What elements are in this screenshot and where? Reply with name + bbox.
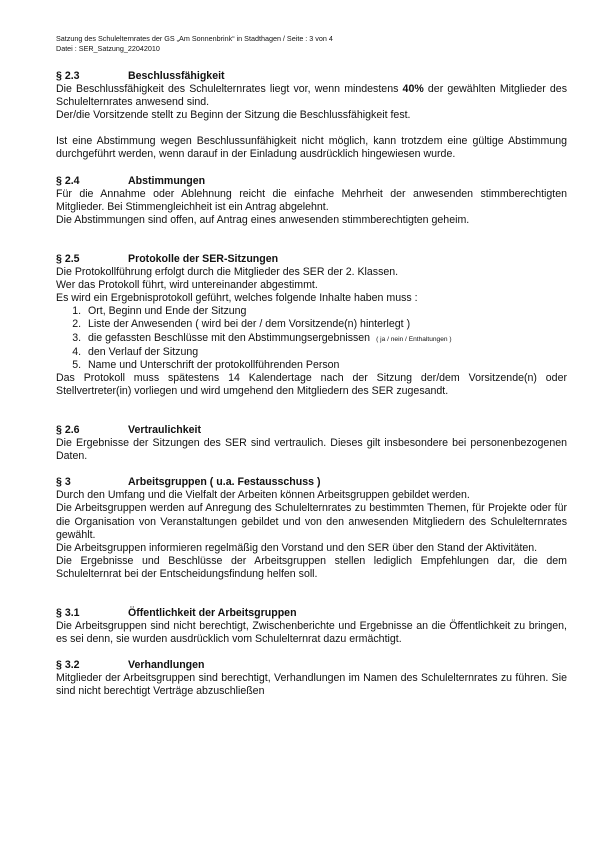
section-2-6 [56, 424, 567, 463]
section-number: § 2.6 [56, 423, 80, 436]
paragraph: Wer das Protokoll führt, wird untereinander abgestimmt. [56, 279, 318, 292]
section-2-4 [56, 175, 567, 227]
header-file: Datei : SER_Satzung_22042010 [56, 43, 160, 53]
list-item: 3. die gefassten Beschlüsse mit den Abstimmungsergebnissen ( ja / nein / Enthaltungen ) [84, 332, 567, 346]
section-title: Protokolle der SER-Sitzungen [128, 252, 279, 265]
paragraph: Mitglieder der Arbeitsgruppen sind berechtigt, Verhandlungen im Namen des Schulelternrates zu führen. Sie sind nicht berechtigt Verträge abzuschließen [56, 672, 567, 698]
section-title: Beschlussfähigkeit [128, 70, 225, 82]
document-body [56, 70, 567, 699]
paragraph: Die Ergebnisse und Beschlüsse der Arbeitsgruppen stellen lediglich Empfehlungen dar, die dem Schulelternrat bei der Entscheidungsfindung helfen soll. [56, 554, 567, 580]
section-number: § 3 [56, 476, 71, 489]
section-number: § 2.5 [56, 252, 80, 265]
paragraph: Die Arbeitsgruppen informieren regelmäßig den Vorstand und den SER über den Stand der Aktivitäten. [56, 541, 538, 554]
section-heading [56, 253, 567, 266]
paragraph: Ist eine Abstimmung wegen Beschlussunfähigkeit nicht möglich, kann trotzdem eine gültige Abstimmung durchgeführt werden, wenn darauf in der Einladung ausdrücklich hingewiesen wurde. [56, 135, 567, 161]
header-title: Satzung des Schulelternrates der GS „Am Sonnenbrink“ in Stadthagen / Seite : 3 von 4 [56, 34, 333, 43]
vote-options-note: ( ja / nein / Enthaltungen ) [376, 335, 452, 343]
section-2-5 [56, 253, 567, 398]
list-item: 2. Liste der Anwesenden ( wird bei der / dem Vorsitzende(n) hinterlegt ) [84, 318, 567, 331]
section-number: § 2.4 [56, 174, 80, 187]
section-heading [56, 175, 567, 188]
section-title: Verhandlungen [128, 659, 205, 672]
quorum-percentage: 40% [402, 83, 424, 96]
page-header [56, 34, 333, 53]
section-heading [56, 607, 567, 620]
section-2-3 [56, 70, 567, 162]
list-item: 1. Ort, Beginn und Ende der Sitzung [84, 305, 567, 318]
section-3-2 [56, 659, 567, 698]
paragraph: Der/die Vorsitzende stellt zu Beginn der Sitzung die Beschlussfähigkeit fest. [56, 109, 411, 122]
list-item: 5. Name und Unterschrift der protokollführenden Person [84, 359, 567, 372]
section-3-1 [56, 607, 567, 646]
section-title: Öffentlichkeit der Arbeitsgruppen [128, 607, 297, 619]
section-number: § 3.1 [56, 607, 80, 619]
section-title: Abstimmungen [128, 174, 206, 187]
paragraph: Die Abstimmungen sind offen, auf Antrag eines anwesenden stimmberechtigten geheim. [56, 213, 470, 226]
paragraph: Für die Annahme oder Ablehnung reicht die einfache Mehrheit der anwesenden stimmberechtigten Mitglieder. Bei Stimmengleichheit ist ein Antrag abgelehnt. [56, 187, 567, 213]
list-item: 4. den Verlauf der Sitzung [84, 346, 567, 359]
section-number: § 3.2 [56, 659, 80, 672]
paragraph: Die Beschlussfähigkeit des Schulelternrates liegt vor, wenn mindestens 40% der gewählten Mitglieder des Schulelternrates anwesend sind. [56, 83, 567, 109]
section-heading [56, 70, 567, 83]
section-heading [56, 424, 567, 437]
paragraph: Es wird ein Ergebnisprotokoll geführt, welches folgende Inhalte haben muss : [56, 292, 418, 305]
paragraph: Die Protokollführung erfolgt durch die Mitglieder des SER der 2. Klassen. [56, 266, 399, 279]
protocol-contents-list [56, 305, 567, 371]
section-heading [56, 659, 567, 672]
section-title: Vertraulichkeit [128, 423, 202, 436]
section-3 [56, 476, 567, 581]
section-heading [56, 476, 567, 489]
paragraph: Die Arbeitsgruppen sind nicht berechtigt, Zwischenberichte und Ergebnisse an die Öffentlichkeit zu bringen, es sei denn, sie wurden ausdrücklich vom Schulelternrat dazu ermächtigt. [56, 620, 567, 646]
paragraph: Das Protokoll muss spätestens 14 Kalendertage nach der Sitzung der/dem Vorsitzende(n) oder Stellvertreter(in) vorliegen und wird umgehend den Mitgliedern des SER zugesandt. [56, 371, 567, 397]
paragraph: Durch den Umfang und die Vielfalt der Arbeiten können Arbeitsgruppen gebildet werden. [56, 489, 470, 502]
paragraph: Die Ergebnisse der Sitzungen des SER sind vertraulich. Dieses gilt insbesondere bei personenbezogenen Daten. [56, 437, 567, 463]
section-number: § 2.3 [56, 70, 80, 82]
section-title: Arbeitsgruppen ( u.a. Festausschuss ) [128, 476, 321, 489]
paragraph: Die Arbeitsgruppen werden auf Anregung des Schulelternrates zu bestimmten Themen, für Projekte oder für die Organisation von Veranstaltungen gebildet und von den anwesenden Mitgliedern des Schulelternrates gewählt. [56, 502, 567, 541]
